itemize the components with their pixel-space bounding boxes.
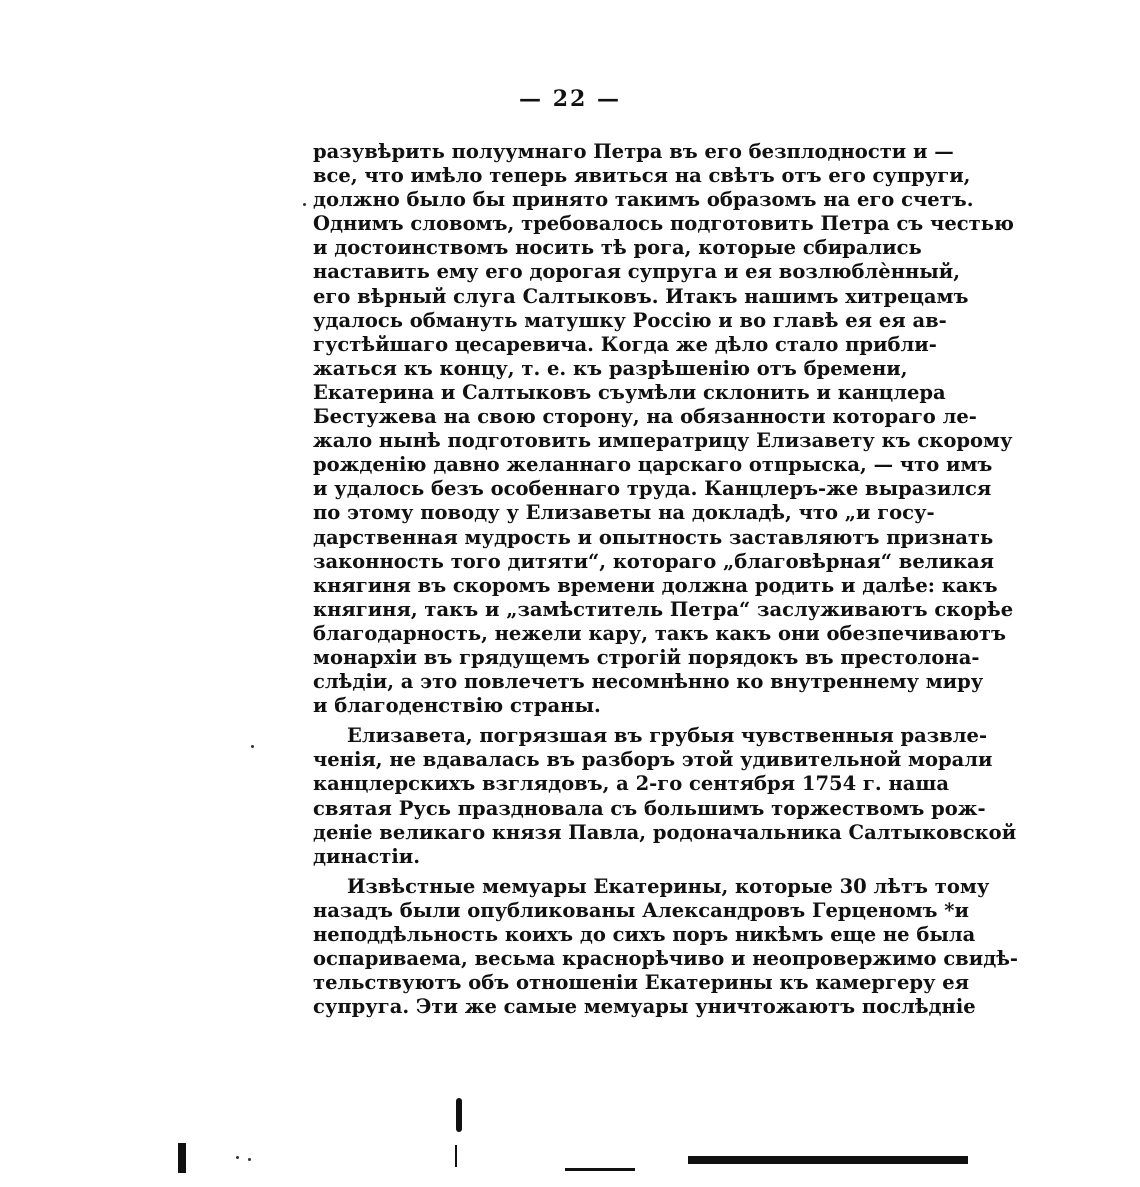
scan-artifact xyxy=(456,1098,462,1132)
text-line: Однимъ словомъ, требовалось подготовить Петра съ честью xyxy=(313,212,1014,236)
text-line: слѣдіи, а это повлечетъ несомнѣнно ко внутреннему миру xyxy=(313,670,984,694)
text-line: Бестужева на свою сторону, на обязанности котораго ле- xyxy=(313,405,977,429)
text-line: и удалось безъ особеннаго труда. Канцлеръ-же выразился xyxy=(313,477,992,501)
page-number: — 22 — xyxy=(519,86,621,112)
text-line: неподдѣльность коихъ до сихъ поръ никѣмъ еще не была xyxy=(313,923,976,946)
text-line: святая Русь праздновала съ большимъ торжествомъ рож- xyxy=(313,796,986,820)
text-line: жало нынѣ подготовить императрицу Елизавету къ скорому xyxy=(313,429,1013,453)
text-line: Екатерина и Салтыковъ съумѣли склонить и канцлера xyxy=(313,380,946,404)
text-line: монархіи въ грядущемъ строгій порядокъ въ престолона- xyxy=(313,645,980,669)
text-line: дарственная мудрость и опытность заставляютъ признать xyxy=(313,525,994,549)
text-line: благодарность, нежели кару, такъ какъ они обезпечиваютъ xyxy=(313,621,1006,645)
text-line: густѣйшаго цесаревича. Когда же дѣло стало прибли- xyxy=(313,332,937,356)
text-line: княгиня въ скоромъ времени должна родить и далѣе: какъ xyxy=(313,573,998,597)
scan-artifact xyxy=(251,745,254,748)
scan-artifact xyxy=(688,1156,968,1164)
text-line: династіи. xyxy=(313,844,420,868)
text-line: наставить ему его дорогая супруга и ея возлюблѐнный, xyxy=(313,260,961,284)
text-line: по этому поводу у Елизаветы на докладѣ, что „и госу- xyxy=(313,501,935,525)
text-line: деніе великаго князя Павла, родоначальника Салтыковской xyxy=(313,820,1017,844)
text-line: удалось обмануть матушку Россію и во главѣ ея ея ав- xyxy=(313,308,947,332)
text-line: все, что имѣло теперь явиться на свѣтъ отъ его супруги, xyxy=(313,164,971,188)
text-line: супруга. Эти же самые мемуары уничтожаютъ послѣдніе xyxy=(313,995,976,1019)
text-line: и достоинствомъ носить тѣ рога, которые сбирались xyxy=(313,236,922,260)
scan-artifact xyxy=(303,203,306,206)
scan-artifact xyxy=(236,1156,239,1159)
text-line: должно было бы принято такимъ образомъ на его счетъ. xyxy=(313,188,974,212)
text-line: Елизавета, погрязшая въ грубыя чувственныя развле- xyxy=(347,724,988,748)
text-line: его вѣрный слуга Салтыковъ. Итакъ нашимъ хитрецамъ xyxy=(313,284,969,308)
text-line: Извѣстные мемуары Екатерины, которые 30 лѣтъ тому xyxy=(347,874,990,898)
text-line: жаться къ концу, т. е. къ разрѣшенію отъ бремени, xyxy=(313,356,908,380)
text-line: законность того дитяти“, котораго „благовѣрная“ великая xyxy=(313,549,995,573)
text-line: рожденію давно желаннаго царскаго отпрыска, — что имъ xyxy=(313,453,993,477)
text-line: и благоденствію страны. xyxy=(313,694,601,718)
text-line: княгиня, такъ и „замѣститель Петра“ заслуживаютъ скорѣе xyxy=(313,597,1014,621)
text-line: ченія, не вдавалась въ разборъ этой удивительной морали xyxy=(313,748,993,772)
text-line: тельствуютъ объ отношеніи Екатерины къ камергеру ея xyxy=(313,971,970,995)
text-line: назадъ были опубликованы Александровъ Герценомъ *и xyxy=(313,898,969,922)
scan-artifact xyxy=(455,1145,457,1167)
body-text xyxy=(313,140,1018,1019)
text-line: канцлерскихъ взглядовъ, а 2-го сентября 1754 г. наша xyxy=(313,772,949,796)
scan-artifact xyxy=(565,1168,635,1171)
text-line: разувѣрить полуумнаго Петра въ его безплодности и — xyxy=(313,140,954,163)
text-line: оспариваема, весьма краснорѣчиво и неопровержимо свидѣ- xyxy=(313,947,1018,971)
scan-artifact xyxy=(248,1158,251,1161)
scan-artifact xyxy=(178,1143,186,1173)
